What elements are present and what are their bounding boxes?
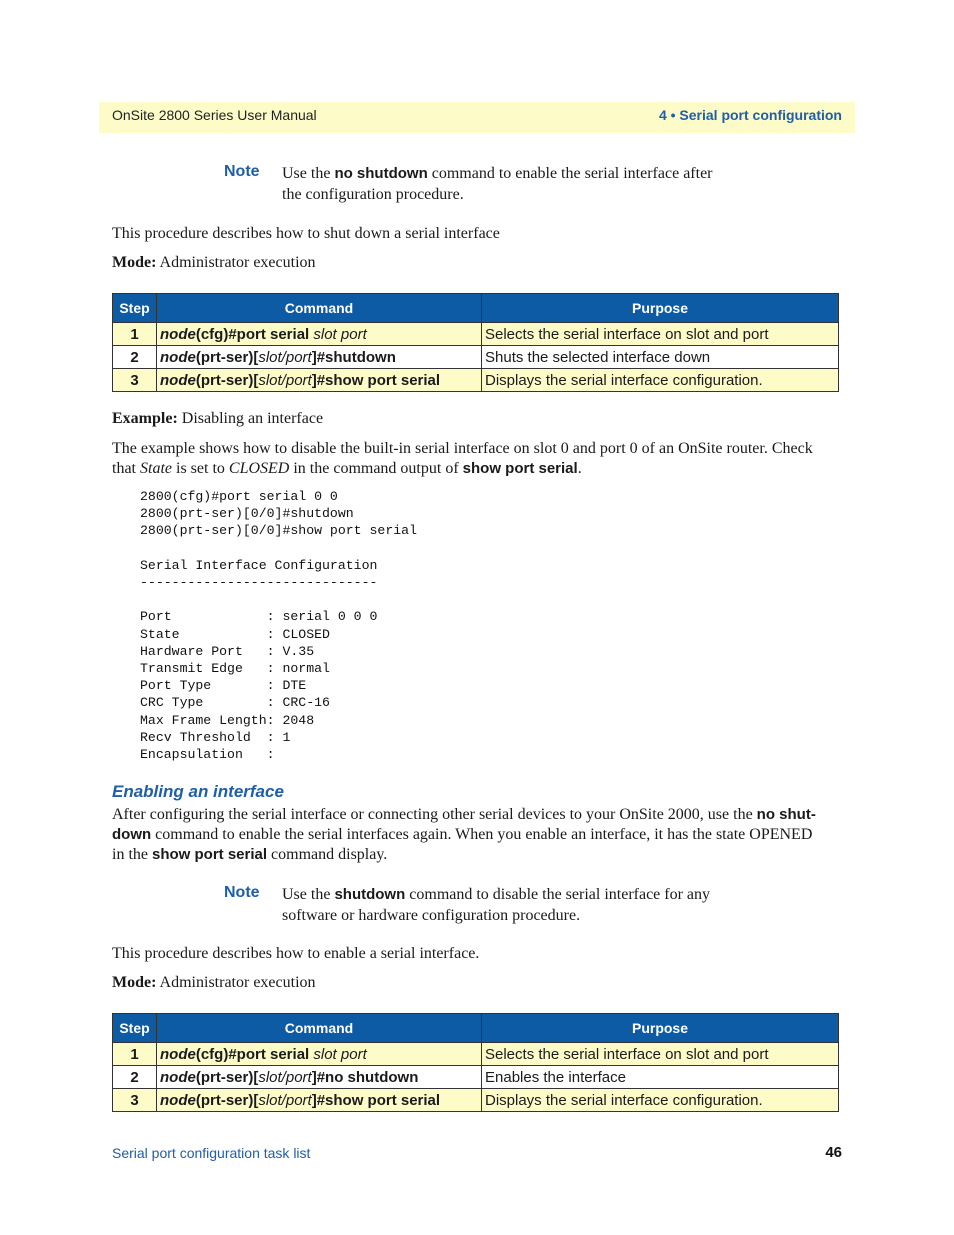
note-text-line2: software or hardware configuration procedure. <box>282 907 581 924</box>
step-purpose: Displays the serial interface configuration. <box>482 369 839 392</box>
step-number: 1 <box>113 1043 157 1066</box>
section-title: Enabling an interface <box>112 782 284 801</box>
mode-label: Mode: <box>112 254 157 271</box>
cmd-arg: slot port <box>313 325 367 343</box>
table-row <box>113 1089 839 1112</box>
steps-table-enable <box>112 1013 839 1112</box>
cmd-node: node <box>160 371 196 389</box>
enable-paragraph <box>112 805 852 865</box>
example-text: is set to <box>172 460 229 477</box>
cmd-mid: (prt-ser)[ <box>195 1091 259 1109</box>
note-label: Note <box>224 884 260 901</box>
mode-value: Administrator execution <box>156 974 316 991</box>
note-text <box>282 163 752 205</box>
step-purpose: Displays the serial interface configuration. <box>482 1089 839 1112</box>
cmd-node: node <box>160 1091 196 1109</box>
example-command: show port serial <box>462 460 578 477</box>
chapter-title: 4 • Serial port configuration <box>658 107 842 123</box>
code-listing: 2800(cfg)#port serial 0 0 2800(prt-ser)[0/0]#shutdown 2800(prt-ser)[0/0]#show port serial Serial Interface Configuration ------------------------------ Port : serial 0 0 0 State : CLOSED Hardware Port : V.35 Transmit Edge : normal Port Type : DTE CRC Type : CRC-16 Max Frame Length: 2048 Recv Threshold : 1 Encapsulation : <box>140 489 417 763</box>
procedure-intro: This procedure describes how to enable a serial interface. <box>112 945 480 962</box>
step-purpose: Selects the serial interface on slot and port <box>482 1043 839 1066</box>
table-row <box>113 1043 839 1066</box>
note-text-pre: Use the <box>282 886 335 903</box>
enable-command: down <box>112 826 152 843</box>
footer-section-link[interactable]: Serial port configuration task list <box>112 1145 311 1161</box>
header-command: Command <box>157 1014 482 1043</box>
example-text: in the command output of <box>289 460 463 477</box>
example-paragraph <box>112 439 852 479</box>
steps-table-shutdown <box>112 293 839 392</box>
cmd-node: node <box>160 1068 196 1086</box>
header-purpose: Purpose <box>482 294 839 323</box>
note-text-pre: Use the <box>282 165 335 182</box>
cmd-tail: ]#no shutdown <box>311 1068 419 1086</box>
step-command <box>157 1043 482 1066</box>
step-command <box>157 323 482 346</box>
header-purpose: Purpose <box>482 1014 839 1043</box>
example-value: Disabling an interface <box>177 410 324 427</box>
step-number: 1 <box>113 323 157 346</box>
step-command <box>157 369 482 392</box>
cmd-tail: ]#shutdown <box>311 348 396 366</box>
cmd-node: node <box>160 325 196 343</box>
header-step: Step <box>113 294 157 323</box>
enable-command: no shut- <box>756 806 816 823</box>
mode-label: Mode: <box>112 974 157 991</box>
mode-line <box>112 253 316 273</box>
enable-text: command display. <box>267 846 388 863</box>
manual-title: OnSite 2800 Series User Manual <box>112 107 317 123</box>
table-header-row <box>113 1014 839 1043</box>
note-text-line2: the configuration procedure. <box>282 186 464 203</box>
note-command: no shutdown <box>334 165 428 182</box>
step-purpose: Enables the interface <box>482 1066 839 1089</box>
note-text <box>282 884 752 926</box>
step-command <box>157 346 482 369</box>
note-command: shutdown <box>334 886 406 903</box>
mode-line <box>112 973 316 993</box>
cmd-arg: slot port <box>313 1045 367 1063</box>
example-heading <box>112 409 323 429</box>
cmd-arg: slot/port <box>258 348 312 366</box>
step-number: 3 <box>113 1089 157 1112</box>
enable-command: show port serial <box>152 846 268 863</box>
table-row <box>113 1066 839 1089</box>
enable-text: command to enable the serial interfaces again. When you enable an interface, it has the state OPENED <box>151 826 813 843</box>
cmd-tail: ]#show port serial <box>311 371 441 389</box>
enable-text: After configuring the serial interface or connecting other serial devices to your OnSite 2000, use the <box>112 806 757 823</box>
cmd-node: node <box>160 1045 196 1063</box>
table-row <box>113 323 839 346</box>
cmd-mid: (prt-ser)[ <box>195 1068 259 1086</box>
step-command <box>157 1089 482 1112</box>
cmd-mid: (cfg)#port serial <box>195 325 314 343</box>
step-number: 3 <box>113 369 157 392</box>
note-text-post: command to enable the serial interface after <box>427 165 713 182</box>
step-number: 2 <box>113 1066 157 1089</box>
mode-value: Administrator execution <box>156 254 316 271</box>
cmd-tail: ]#show port serial <box>311 1091 441 1109</box>
procedure-intro: This procedure describes how to shut down a serial interface <box>112 225 500 242</box>
page-header <box>99 102 855 133</box>
table-row <box>113 346 839 369</box>
note-label: Note <box>224 163 260 180</box>
page-number: 46 <box>825 1144 842 1161</box>
example-closed: CLOSED <box>228 460 290 477</box>
example-state: State <box>140 460 172 477</box>
cmd-arg: slot/port <box>258 371 312 389</box>
cmd-arg: slot/port <box>258 1068 312 1086</box>
example-line1: The example shows how to disable the built-in serial interface on slot 0 and port 0 of an OnSite router. Check <box>112 440 813 457</box>
table-row <box>113 369 839 392</box>
enable-text: in the <box>112 846 152 863</box>
cmd-mid: (cfg)#port serial <box>195 1045 314 1063</box>
cmd-arg: slot/port <box>258 1091 312 1109</box>
cmd-mid: (prt-ser)[ <box>195 348 259 366</box>
cmd-mid: (prt-ser)[ <box>195 371 259 389</box>
step-purpose: Selects the serial interface on slot and port <box>482 323 839 346</box>
example-text: . <box>577 460 582 477</box>
step-command <box>157 1066 482 1089</box>
step-number: 2 <box>113 346 157 369</box>
example-text: that <box>112 460 140 477</box>
header-step: Step <box>113 1014 157 1043</box>
header-command: Command <box>157 294 482 323</box>
note-text-post: command to disable the serial interface for any <box>405 886 711 903</box>
example-label: Example: <box>112 410 178 427</box>
step-purpose: Shuts the selected interface down <box>482 346 839 369</box>
cmd-node: node <box>160 348 196 366</box>
table-header-row <box>113 294 839 323</box>
